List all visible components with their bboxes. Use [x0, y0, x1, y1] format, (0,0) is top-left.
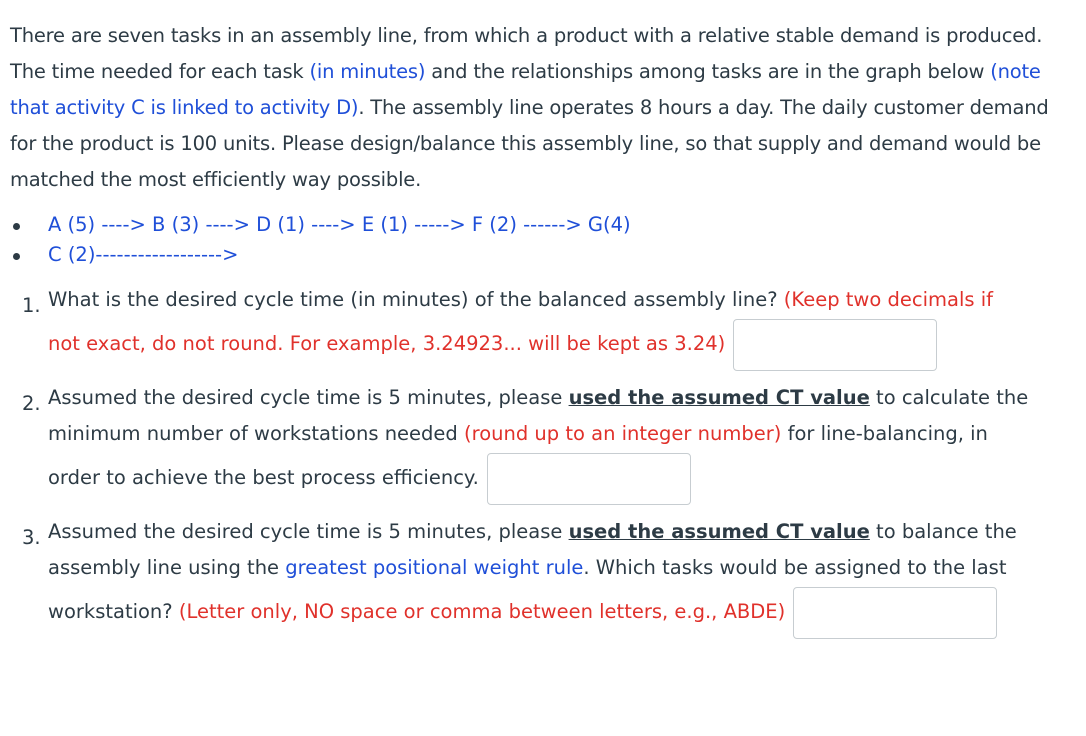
question-2-text-4: for line-balancing, in [781, 422, 988, 445]
question-3-number: 3. [22, 526, 41, 549]
question-1 [10, 280, 1080, 374]
question-3-line-1 [48, 512, 1080, 550]
question-2-line-2 [48, 416, 1080, 452]
question-3-emphasis: used the assumed CT value [568, 520, 870, 543]
question-3-line-2 [48, 550, 1080, 586]
question-2-answer-input[interactable] [487, 453, 691, 505]
precedence-chain-c: C (2)------------------> [10, 240, 1080, 270]
question-2-line-3 [48, 452, 1080, 508]
question-3 [10, 512, 1080, 642]
question-3-answer-input[interactable] [793, 587, 997, 639]
question-2-instruction: (round up to an integer number) [464, 422, 782, 445]
question-3-text-1: Assumed the desired cycle time is 5 minutes, please [48, 520, 569, 543]
question-3-line-3 [48, 586, 1080, 642]
question-3-rule: greatest positional weight rule [285, 556, 584, 579]
task-precedence-list [10, 210, 1080, 270]
question-2-emphasis: used the assumed CT value [568, 386, 870, 409]
question-3-instruction: (Letter only, NO space or comma between letters, e.g., ABDE) [178, 600, 786, 623]
question-3-text-3: assembly line using the [48, 556, 286, 579]
question-2-text-3: minimum number of workstations needed [48, 422, 464, 445]
intro-text-3: . The assembly line operates 8 hours a day. The daily customer demand for the product is 100 units. Please design/balance this assembly line, so that supply and demand would be matched the most efficiently way possible. [10, 96, 1049, 191]
question-2-text-2: to calculate the [869, 386, 1029, 409]
question-2-number: 2. [22, 392, 41, 415]
question-1-instruction-b: not exact, do not round. For example, 3.24923... will be kept as 3.24) [48, 332, 726, 355]
intro-link-note: (note that activity C is linked to activity D) [10, 60, 1041, 119]
question-1-number: 1. [22, 294, 41, 317]
question-content [10, 18, 1080, 646]
question-1-answer-input[interactable] [733, 319, 937, 371]
question-2-text-1: Assumed the desired cycle time is 5 minutes, please [48, 386, 569, 409]
question-1-instruction-a: (Keep two decimals if [783, 288, 994, 311]
questions-list [10, 280, 1080, 642]
question-3-text-2: to balance the [869, 520, 1017, 543]
intro-text-2: and the relationships among tasks are in the graph below [425, 60, 991, 83]
intro-units-note: (in minutes) [309, 60, 426, 83]
question-1-text: What is the desired cycle time (in minutes) of the balanced assembly line? [48, 288, 784, 311]
question-3-text-5: workstation? [48, 600, 179, 623]
intro-paragraph [10, 18, 1080, 198]
question-2-text-5: order to achieve the best process efficiency. [48, 466, 479, 489]
question-2-line-1 [48, 378, 1080, 416]
question-2 [10, 378, 1080, 508]
question-1-line-1 [48, 280, 1080, 318]
question-1-line-2 [48, 318, 1080, 374]
intro-text-1: There are seven tasks in an assembly line, from which a product with a relative stable demand is produced. The time needed for each task [10, 24, 1043, 83]
question-3-text-4: . Which tasks would be assigned to the last [583, 556, 1007, 579]
precedence-chain-main: A (5) ----> B (3) ----> D (1) ----> E (1) -----> F (2) ------> G(4) [10, 210, 1080, 240]
